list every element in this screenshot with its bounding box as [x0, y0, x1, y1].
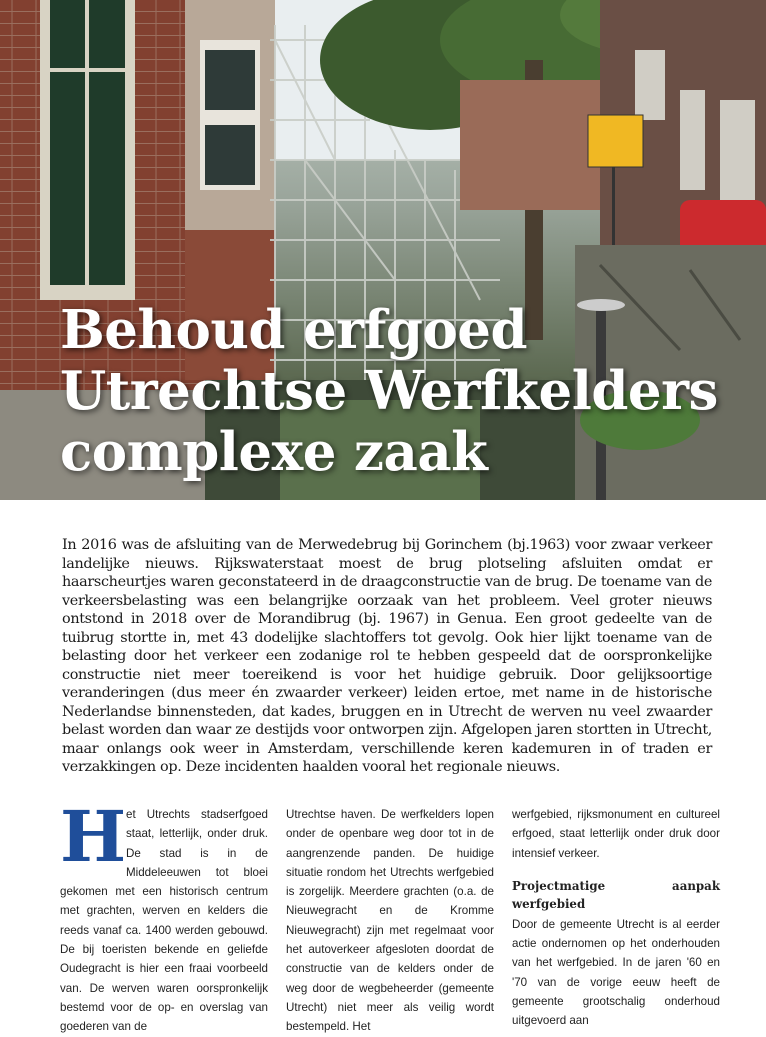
intro-paragraph: In 2016 was de afsluiting van de Merwedebrug bij Gorinchem (bj.1963) voor zwaar verkeer landelijke nieuws. Rijkswaterstaat moest de brug plotseling afsluiten omdat er haarscheurtjes waren geconstateerd in de draagconstructie van de brug. De toename van de verkeersbelasting was een belangrijke oorzaak van het probleem. Veel groter nieuws ontstond in 2018 over de Morandibrug (bj. 1967) in Genua. Een groot gedeelte van de tuibrug stortte in, met 43 dodelijke slachtoffers tot gevolg. Ook hier lijkt toename van de belasting door het verkeer een zodanige rol te hebben gespeeld dat de oorspronkelijke constructie niet meer toereikend is voor het huidige gebruik. Door gelijksoortige veranderingen (dus meer én zwaarder verkeer) leiden ertoe, met name in de historische Nederlandse binnensteden, dat kades, bruggen en in Utrecht de werven nu veel zwaarder belast worden dan waar ze destijds voor ontworpen zijn. Afgelopen jaren stortten in Utrecht, maar onlangs ook weer in Amsterdam, verschillende keren kademuren in of traden er verzakkingen op. Deze incidenten haalden vooral het regionale nieuws. — [62, 537, 712, 775]
body-columns — [60, 795, 720, 1034]
section-subheading: Projectmatige aanpak werfgebied — [512, 878, 720, 911]
column-1 — [60, 795, 268, 1034]
hero-photo — [0, 0, 766, 500]
column-2-text: Utrechtse haven. De werfkelders lopen onder de openbare weg door tot in de aangrenzende panden. De huidige situatie rondom het Utrechts werfgebied is zorgelijk. Meerdere grachten (o.a. de Nieuwegracht en de Kromme Nieuwegracht) zijn met regelmaat voor het autoverkeer afgesloten doordat de constructie van de kelders onder de weg door de wegbeheerder (gemeente Utrecht) niet meer als veilig wordt bestempeld. Het — [286, 808, 494, 1034]
column-3-text-top: werfgebied, rijksmonument en cultureel erfgoed, staat letterlijk onder druk door intensief verkeer. — [512, 808, 720, 860]
column-3 — [512, 805, 720, 1028]
column-2 — [286, 805, 494, 1034]
article-title: Behoud erfgoed Utrechtse Werfkelders complexe zaak — [60, 299, 718, 483]
column-1-text: et Utrechts stadserfgoed staat, letterlijk, onder druk. De stad is in de Middeleeuwen tot bloei gekomen met een historisch centrum met grachten, werven en kelders die reeds vanaf ca. 1400 werden gebouwd. De bij toeristen bekende en geliefde Oudegracht is hier een fraai voorbeeld van. De werven waren oorspronkelijk bestemd voor de op- en overslag van goederen van de — [60, 808, 268, 1034]
column-3-text-bottom: Door de gemeente Utrecht is al eerder actie ondernomen op het onderhouden van het werfgebied. In de jaren '60 en '70 van de vorige eeuw heeft de gemeente grootschalig onderhoud uitgevoerd aan — [512, 917, 720, 1028]
dropcap-letter: H — [60, 795, 127, 878]
